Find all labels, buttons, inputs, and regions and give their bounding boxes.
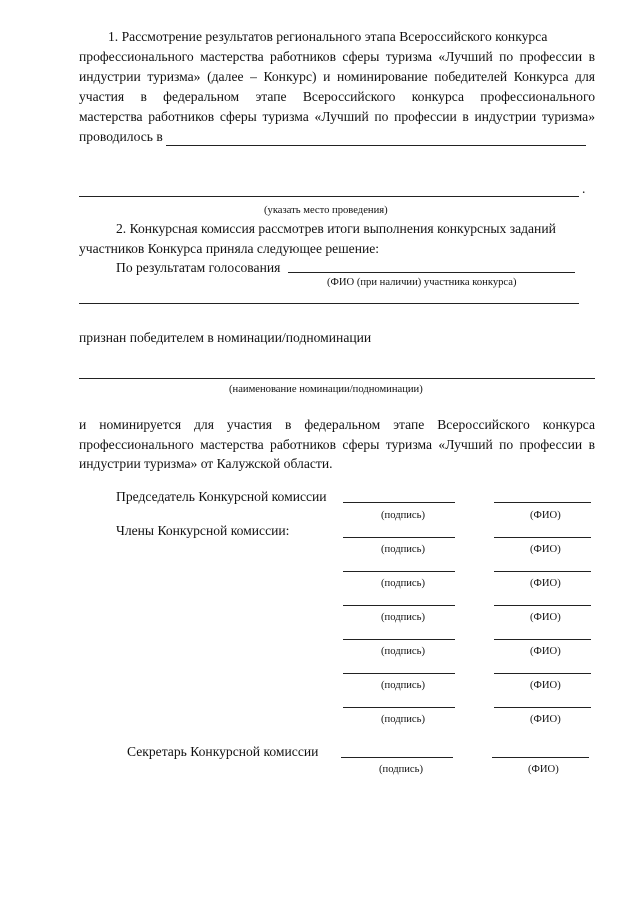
place-line[interactable] [79,196,579,197]
name-line[interactable] [494,605,591,606]
secretary-label: Секретарь Конкурсной комиссии [127,744,319,759]
signature-line[interactable] [343,605,455,606]
section-1-line-1: 1. Рассмотрение результатов регионального этапа Всероссийского конкурса [108,29,548,44]
signature-line[interactable] [343,571,455,572]
signature-line[interactable] [343,639,455,640]
signature-line[interactable] [343,502,455,503]
section-1-line-5: мастерства работников сферы туризма «Лучший по профессии в индустрии туризма» [79,109,595,124]
section-3-line-2: профессионального мастерства работников сферы туризма «Лучший по профессии в [79,437,595,452]
signature-caption: (подпись) [381,612,425,623]
name-caption: (ФИО) [530,510,561,521]
signature-caption: (подпись) [381,714,425,725]
section-1-line-4: участия в федеральном этапе Всероссийского конкурса профессионального [79,89,595,104]
vote-label: По результатам голосования [116,260,281,275]
section-3-line-3: индустрии туризма» от Калужской области. [79,456,333,471]
signature-line[interactable] [343,707,455,708]
section-1-line-2: профессионального мастерства работников сферы туризма «Лучший по профессии в [79,49,595,64]
members-label: Члены Конкурсной комиссии: [116,523,290,538]
nomination-line[interactable] [79,378,595,379]
section-1-line-3: индустрии туризма» (далее – Конкурс) и номинирование победителей Конкурса для [79,69,595,84]
name-caption: (ФИО) [530,714,561,725]
name-caption: (ФИО) [530,578,561,589]
name-line[interactable] [494,639,591,640]
held-place-line[interactable] [166,145,586,146]
participant-line-2[interactable] [79,303,579,304]
name-line[interactable] [492,757,589,758]
place-caption: (указать место проведения) [264,205,388,216]
section-3-line-1: и номинируется для участия в федеральном этапе Всероссийского конкурса [79,417,595,432]
winner-label: признан победителем в номинации/подноминации [79,330,372,345]
signature-caption: (подпись) [381,578,425,589]
name-caption: (ФИО) [530,646,561,657]
section-2-line-2: участников Конкурса приняла следующее решение: [79,241,380,256]
name-line[interactable] [494,502,591,503]
signature-caption: (подпись) [381,510,425,521]
participant-line[interactable] [288,272,575,273]
name-line[interactable] [494,707,591,708]
name-line[interactable] [494,571,591,572]
signature-caption: (подпись) [381,646,425,657]
name-line[interactable] [494,537,591,538]
signature-line[interactable] [341,757,453,758]
section-2-line-1: 2. Конкурсная комиссия рассмотрев итоги выполнения конкурсных заданий [116,221,556,236]
signature-caption: (подпись) [381,680,425,691]
held-label: проводилось в [79,129,163,144]
nomination-caption: (наименование номинации/подноминации) [229,384,423,395]
signature-line[interactable] [343,537,455,538]
name-caption: (ФИО) [530,612,561,623]
signature-line[interactable] [343,673,455,674]
participant-caption: (ФИО (при наличии) участника конкурса) [327,277,517,288]
signature-caption: (подпись) [379,764,423,775]
name-caption: (ФИО) [530,544,561,555]
name-line[interactable] [494,673,591,674]
name-caption: (ФИО) [530,680,561,691]
signature-caption: (подпись) [381,544,425,555]
name-caption: (ФИО) [528,764,559,775]
chair-label: Председатель Конкурсной комиссии [116,489,327,504]
place-dot: . [582,181,586,196]
